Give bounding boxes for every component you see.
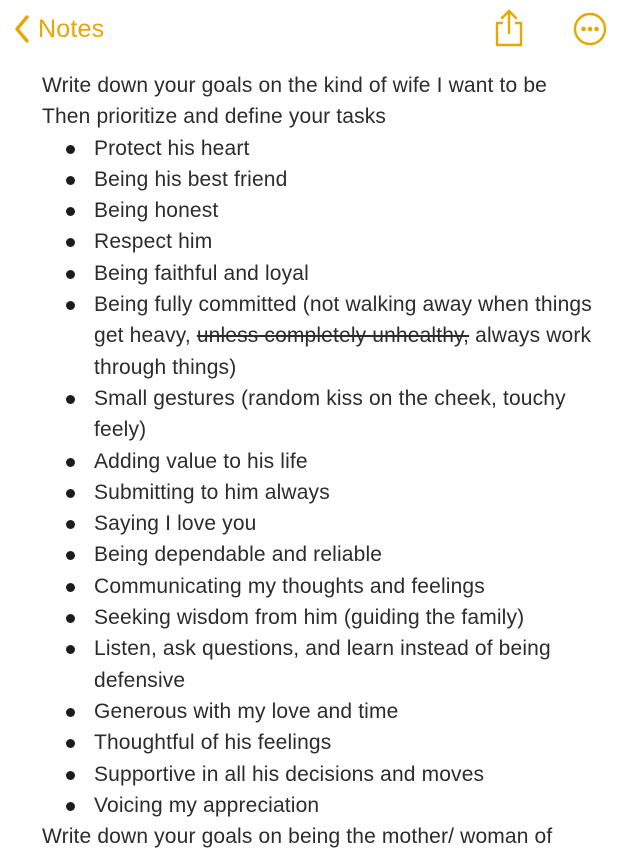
list-item — [42, 633, 602, 696]
bullet-dot — [66, 739, 75, 748]
list-item-text: Listen, ask questions, and learn instead of being defensive — [94, 637, 551, 692]
bullet-dot — [66, 520, 75, 529]
list-item-text: Saying I love you — [94, 512, 257, 536]
share-icon — [492, 8, 526, 48]
list-item — [42, 226, 602, 257]
strikethrough-text: unless completely unhealthy, — [196, 324, 470, 348]
note-body[interactable] — [42, 70, 602, 852]
list-item — [42, 696, 602, 727]
back-button-label: Notes — [38, 14, 105, 43]
list-item-text: Communicating my thoughts and feelings — [94, 574, 485, 598]
bullet-dot — [66, 802, 75, 811]
list-item-text: Seeking wisdom from him (guiding the family) — [94, 606, 525, 630]
list-item — [42, 539, 602, 570]
more-icon — [573, 12, 607, 46]
list-item-text: Being his best friend — [94, 167, 288, 191]
list-item — [42, 446, 602, 477]
list-item-text: Submitting to him always — [94, 480, 330, 504]
share-button[interactable] — [492, 8, 526, 48]
bullet-dot — [66, 301, 75, 310]
list-item — [42, 164, 602, 195]
bullet-dot — [66, 645, 75, 654]
bullet-dot — [66, 708, 75, 717]
list-item — [42, 258, 602, 289]
list-item-text: Supportive in all his decisions and moves — [94, 762, 485, 786]
bullet-dot — [66, 771, 75, 780]
bullet-dot — [66, 614, 75, 623]
note-intro-line: Write down your goals on the kind of wife I want to be — [42, 74, 547, 97]
list-item — [42, 508, 602, 539]
list-item-text: Being faithful and loyal — [94, 261, 309, 285]
list-item-text: Small gestures (random kiss on the cheek, touchy feely) — [94, 386, 566, 442]
list-item-text: Being dependable and reliable — [94, 543, 383, 567]
bullet-dot — [66, 458, 75, 467]
list-item — [42, 289, 602, 383]
list-item — [42, 133, 602, 164]
list-item — [42, 477, 602, 508]
list-item-text: Being fully committed (not walking away when things get heavy, — [94, 293, 592, 348]
bullet-dot — [66, 207, 75, 216]
list-item-text: Being honest — [94, 199, 219, 223]
list-item-text: Adding value to his life — [94, 449, 308, 473]
bullet-dot — [66, 145, 75, 154]
list-item-text: Voicing my appreciation — [94, 793, 320, 817]
list-item — [42, 571, 602, 602]
bullet-dot — [66, 583, 75, 592]
bullet-dot — [66, 551, 75, 560]
back-button[interactable] — [14, 10, 104, 48]
list-item — [42, 759, 602, 790]
note-outro-line: Write down your goals on being the mother/ woman of — [42, 825, 553, 849]
list-item — [42, 790, 602, 821]
bullet-dot — [66, 176, 75, 185]
bullet-dot — [66, 238, 75, 247]
navigation-bar — [0, 0, 640, 60]
chevron-left-icon — [14, 14, 30, 44]
bullet-dot — [66, 270, 75, 279]
list-item — [42, 727, 602, 758]
bullet-list — [42, 133, 602, 822]
list-item — [42, 195, 602, 226]
list-item — [42, 383, 602, 446]
list-item-text: Protect his heart — [94, 136, 250, 160]
list-item — [42, 602, 602, 633]
more-button[interactable] — [573, 12, 607, 46]
list-item-text: Generous with my love and time — [94, 699, 399, 723]
bullet-dot — [66, 395, 75, 404]
list-item-text: Thoughtful of his feelings — [94, 731, 332, 755]
note-intro-line: Then prioritize and define your tasks — [42, 105, 387, 129]
list-item-text: always work through things) — [94, 324, 592, 379]
bullet-dot — [66, 489, 75, 498]
list-item-text: Respect him — [94, 230, 213, 254]
